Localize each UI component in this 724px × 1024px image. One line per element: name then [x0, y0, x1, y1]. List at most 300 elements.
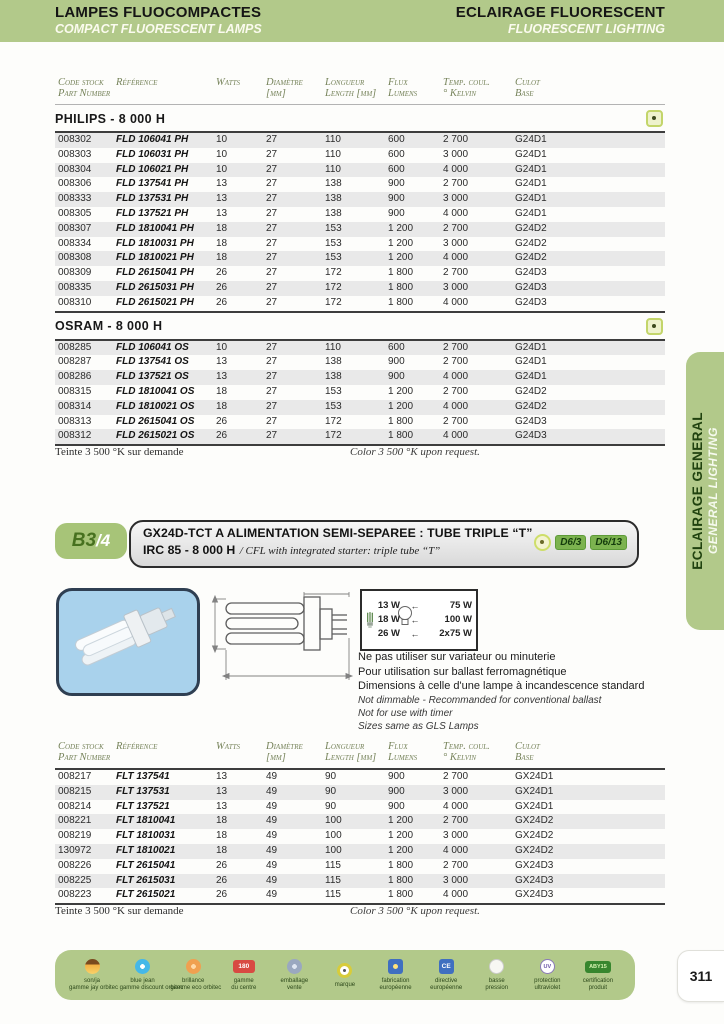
data-cell: G24D1	[515, 356, 547, 368]
equivalence-row	[374, 613, 472, 627]
data-cell: 110	[325, 341, 341, 353]
banner-cfl-note: / CFL with integrated starter: triple tube “T”	[239, 545, 441, 557]
product-photo	[56, 588, 200, 696]
notes-french	[358, 650, 670, 694]
table-row	[55, 281, 665, 296]
legend-item	[271, 958, 317, 992]
badge-red-icon: 180	[233, 960, 255, 973]
data-cell: 110	[325, 163, 341, 175]
data-cell: 130972	[58, 844, 92, 856]
data-cell: 008307	[58, 222, 92, 234]
data-cell: 600	[388, 341, 405, 353]
legend-caption: gamme du centre	[231, 978, 257, 991]
data-cell: 13	[216, 371, 228, 383]
data-cell: 10	[216, 341, 228, 353]
data-cell: 153	[325, 400, 342, 412]
data-cell: G24D2	[515, 222, 547, 234]
data-cell: 18	[216, 252, 228, 264]
data-cell: 2 700	[443, 222, 469, 234]
data-cell: 008315	[58, 385, 92, 397]
data-cell: 008226	[58, 859, 92, 871]
reference-cell: FLT 2615021	[116, 889, 176, 901]
table-row	[55, 874, 665, 889]
data-cell: 26	[216, 874, 228, 886]
data-cell: 18	[216, 237, 228, 249]
data-cell: 4 000	[443, 800, 469, 812]
reference-cell: FLD 2615021 OS	[116, 430, 195, 442]
data-cell: 1 800	[388, 267, 414, 279]
column-header: Référence	[116, 741, 158, 752]
data-cell: 2 700	[443, 415, 469, 427]
cfl-mini-icon	[366, 605, 374, 635]
d-tag: D6/13	[590, 535, 627, 550]
arrow-left-icon: ←	[410, 629, 420, 639]
table-row	[55, 400, 665, 415]
table-row	[55, 132, 665, 148]
data-cell: 1 800	[388, 874, 414, 886]
data-cell: 4 000	[443, 296, 469, 308]
table-header	[55, 74, 665, 105]
data-cell: 27	[266, 207, 278, 219]
data-cell: 008287	[58, 356, 92, 368]
legend-caption: brillance gamme eco orbitec	[170, 978, 222, 991]
data-cell: G24D3	[515, 415, 547, 427]
data-cell: 26	[216, 281, 228, 293]
column-header-row	[55, 74, 665, 105]
arrow-left-icon: ←	[410, 615, 420, 625]
data-cell: 26	[216, 267, 228, 279]
column-header: Code stock Part Number	[58, 741, 111, 763]
reference-cell: FLD 1810041 PH	[116, 222, 194, 234]
data-cell: 1 200	[388, 222, 414, 234]
reference-cell: FLD 1810041 OS	[116, 385, 195, 397]
data-cell: 13	[216, 800, 228, 812]
data-cell: 26	[216, 415, 228, 427]
reference-cell: FLD 1810021 PH	[116, 252, 194, 264]
data-cell: 18	[216, 815, 228, 827]
uv-icon: UV	[540, 959, 555, 974]
data-cell: 1 200	[388, 815, 414, 827]
gls-watt: 75 W	[449, 600, 472, 611]
data-cell: 27	[266, 148, 278, 160]
data-cell: 4 000	[443, 163, 469, 175]
reference-cell: FLD 106041 OS	[116, 341, 189, 353]
data-cell: 138	[325, 178, 342, 190]
data-cell: 138	[325, 356, 342, 368]
reference-cell: FLT 137531	[116, 785, 170, 797]
badge-sub: /4	[96, 531, 111, 550]
data-cell: GX24D1	[515, 771, 554, 782]
reference-cell: FLT 2615031	[116, 874, 176, 886]
data-cell: GX24D2	[515, 844, 554, 856]
legend-item	[423, 958, 469, 992]
data-cell: 90	[325, 771, 337, 782]
data-cell: 100	[325, 815, 342, 827]
reference-cell: FLT 1810031	[116, 830, 176, 842]
equivalence-rows	[374, 599, 472, 641]
data-cell: 49	[266, 889, 278, 901]
data-cell: G24D1	[515, 207, 547, 219]
table-row	[55, 192, 665, 207]
column-header: Longueur Length [mm]	[325, 741, 377, 763]
data-cell: 115	[325, 859, 341, 871]
data-cell: 2 700	[443, 385, 469, 397]
osram-rows	[55, 340, 665, 446]
cfl-lamp-photo-illustration	[59, 591, 191, 687]
table-row	[55, 370, 665, 385]
reference-cell: FLD 2615041 OS	[116, 415, 195, 427]
reference-cell: FLT 1810041	[116, 815, 176, 827]
data-cell: 27	[266, 371, 278, 383]
table-row	[55, 829, 665, 844]
data-cell: 49	[266, 815, 278, 827]
data-cell: G24D3	[515, 281, 547, 293]
usage-notes	[358, 650, 670, 733]
data-cell: 13	[216, 785, 228, 797]
header-left	[55, 4, 262, 36]
data-cell: 1 200	[388, 844, 414, 856]
table-row	[55, 415, 665, 430]
data-cell: 27	[266, 400, 278, 412]
legend-caption: directive européenne	[430, 978, 463, 991]
ring-icon	[337, 963, 352, 978]
column-header: Culot Base	[515, 77, 540, 99]
reference-cell: FLD 137541 PH	[116, 178, 189, 190]
data-cell: 4 000	[443, 889, 469, 901]
data-cell: 110	[325, 148, 341, 160]
reference-cell: FLD 1810031 PH	[116, 237, 194, 249]
data-cell: 10	[216, 163, 228, 175]
data-cell: 27	[266, 134, 278, 145]
table-row	[55, 769, 665, 785]
chapter-title: ECLAIRAGE GENERAL	[690, 412, 705, 570]
data-cell: G24D1	[515, 371, 547, 383]
table-row	[55, 148, 665, 163]
reference-cell: FLD 137531 PH	[116, 193, 189, 205]
data-cell: 900	[388, 178, 405, 190]
data-cell: 1 200	[388, 385, 414, 397]
banner-tags	[534, 534, 627, 551]
data-cell: G24D2	[515, 237, 547, 249]
data-cell: 008334	[58, 237, 92, 249]
legend-caption: protection ultraviolet	[534, 978, 561, 991]
data-cell: 3 000	[443, 785, 469, 797]
data-cell: 18	[216, 830, 228, 842]
table-row	[55, 814, 665, 829]
data-cell: 3 000	[443, 830, 469, 842]
data-cell: G24D1	[515, 178, 547, 190]
reference-cell: FLD 137521 OS	[116, 371, 189, 383]
table-row	[55, 888, 665, 904]
data-cell: 13	[216, 356, 228, 368]
column-header: Longueur Length [mm]	[325, 77, 377, 99]
data-cell: 008310	[58, 296, 92, 308]
notes-english	[358, 694, 670, 733]
data-cell: 900	[388, 371, 405, 383]
data-cell: 2 700	[443, 134, 469, 145]
data-cell: 008305	[58, 207, 92, 219]
data-cell: G24D2	[515, 252, 547, 264]
data-cell: 008214	[58, 800, 92, 812]
legend-caption: fabrication européenne	[379, 978, 412, 991]
data-cell: 008223	[58, 889, 92, 901]
column-header: Code stock Part Number	[58, 77, 111, 99]
section-title: ECLAIRAGE FLUORESCENT	[455, 4, 665, 21]
data-cell: 4 000	[443, 844, 469, 856]
data-cell: 008221	[58, 815, 92, 827]
data-cell: 1 800	[388, 296, 414, 308]
page-subtitle: COMPACT FLUORESCENT LAMPS	[55, 22, 262, 36]
data-cell: 49	[266, 830, 278, 842]
table-row	[55, 251, 665, 266]
data-cell: 26	[216, 296, 228, 308]
data-cell: 138	[325, 207, 342, 219]
data-cell: 172	[325, 267, 342, 279]
table-row	[55, 266, 665, 281]
text-line: Not for use with timer	[358, 707, 453, 719]
sun-icon	[85, 959, 100, 974]
legend-bar	[55, 950, 635, 1000]
text-line: Pour utilisation sur ballast ferromagnétique	[358, 665, 567, 678]
data-cell: 600	[388, 148, 405, 160]
legend-item	[575, 958, 621, 992]
column-header: Temp. coul. ° Kelvin	[443, 77, 490, 99]
footnote-fr: Teinte 3 500 °K sur demande	[55, 905, 184, 917]
data-cell: 4 000	[443, 252, 469, 264]
data-cell: 2 700	[443, 859, 469, 871]
data-cell: 27	[266, 430, 278, 442]
table-row	[55, 429, 665, 445]
legend-caption: son/ja gamme jay orbitec	[69, 978, 119, 991]
chapter-tab	[686, 352, 724, 630]
reference-cell: FLD 106041 PH	[116, 134, 189, 145]
column-header: Diamètre [mm]	[266, 741, 303, 763]
reference-cell: FLT 137541	[116, 771, 170, 782]
table-row	[55, 340, 665, 356]
data-cell: 4 000	[443, 371, 469, 383]
data-cell: 13	[216, 193, 228, 205]
legend-item	[69, 958, 119, 992]
data-cell: 008309	[58, 267, 92, 279]
data-cell: G24D2	[515, 400, 547, 412]
data-cell: 008219	[58, 830, 92, 842]
data-cell: 27	[266, 252, 278, 264]
column-header: Culot Base	[515, 741, 540, 763]
footnote-en: Color 3 500 °K upon request.	[350, 446, 480, 458]
page-header-band	[0, 0, 724, 42]
data-cell: 008303	[58, 148, 92, 160]
data-cell: 008306	[58, 178, 92, 190]
legend-item	[119, 958, 184, 992]
data-cell: 3 000	[443, 193, 469, 205]
cfl-watt: 18 W	[377, 614, 400, 625]
data-cell: 138	[325, 193, 342, 205]
data-cell: 100	[325, 830, 342, 842]
column-header: Watts	[216, 741, 241, 752]
data-cell: 90	[325, 800, 337, 812]
data-cell: 900	[388, 785, 405, 797]
reference-cell: FLD 1810021 OS	[116, 400, 195, 412]
data-cell: 90	[325, 785, 337, 797]
table-row	[55, 222, 665, 237]
data-cell: 18	[216, 385, 228, 397]
data-cell: 26	[216, 430, 228, 442]
data-cell: 008333	[58, 193, 92, 205]
data-cell: 49	[266, 874, 278, 886]
data-cell: 49	[266, 771, 278, 782]
table-row	[55, 177, 665, 192]
data-cell: 172	[325, 281, 342, 293]
eco-icon	[186, 959, 201, 974]
eco-badge-icon	[646, 318, 663, 335]
table-row	[55, 785, 665, 800]
data-cell: GX24D2	[515, 830, 554, 842]
pack-icon	[287, 959, 302, 974]
legend-item	[170, 958, 222, 992]
text-line: Sizes same as GLS Lamps	[358, 720, 479, 732]
equivalence-row	[374, 599, 472, 613]
data-cell: 153	[325, 252, 342, 264]
data-cell: 008313	[58, 415, 92, 427]
reference-cell: FLT 1810021	[116, 844, 176, 856]
legend-item	[373, 958, 419, 992]
data-cell: GX24D3	[515, 859, 554, 871]
table1-footnote	[55, 446, 665, 458]
column-header: Watts	[216, 77, 241, 88]
data-cell: 008285	[58, 341, 92, 353]
data-cell: 008308	[58, 252, 92, 264]
wattage-equivalence-box	[360, 589, 478, 651]
data-cell: 115	[325, 874, 341, 886]
table-row	[55, 800, 665, 815]
data-cell: 900	[388, 356, 405, 368]
data-cell: 26	[216, 889, 228, 901]
gls-watt: 2x75 W	[439, 628, 472, 639]
page-title: LAMPES FLUOCOMPACTES	[55, 4, 262, 21]
data-cell: 008304	[58, 163, 92, 175]
data-cell: 13	[216, 771, 228, 782]
footnote-fr: Teinte 3 500 °K sur demande	[55, 446, 184, 458]
reference-cell: FLD 106021 PH	[116, 163, 189, 175]
header-right	[456, 4, 665, 36]
data-cell: 27	[266, 193, 278, 205]
data-cell: 26	[216, 859, 228, 871]
data-cell: 27	[266, 237, 278, 249]
data-cell: 27	[266, 222, 278, 234]
data-cell: G24D1	[515, 134, 547, 145]
table-row	[55, 237, 665, 252]
legend-item	[474, 958, 520, 992]
data-cell: 13	[216, 207, 228, 219]
reference-cell: FLD 2615021 PH	[116, 296, 194, 308]
column-header: Diamètre [mm]	[266, 77, 303, 99]
data-cell: 008312	[58, 430, 92, 442]
data-cell: 3 000	[443, 874, 469, 886]
product-banner	[129, 520, 639, 568]
data-cell: 138	[325, 371, 342, 383]
data-cell: 115	[325, 889, 341, 901]
data-cell: G24D1	[515, 341, 547, 353]
cfl-watt: 26 W	[377, 628, 400, 639]
data-cell: 153	[325, 222, 342, 234]
text-line: Ne pas utiliser sur variateur ou minuterie	[358, 651, 556, 663]
data-cell: G24D2	[515, 385, 547, 397]
data-cell: 900	[388, 193, 405, 205]
data-cell: 008302	[58, 134, 92, 145]
lamp-table-g24d	[55, 74, 665, 446]
section-header-osram	[55, 312, 665, 340]
reference-cell: FLD 137541 OS	[116, 356, 189, 368]
badge-green-icon: ABY15	[585, 961, 611, 973]
data-cell: 600	[388, 134, 405, 145]
data-cell: 49	[266, 844, 278, 856]
reference-cell: FLD 106031 PH	[116, 148, 189, 160]
data-cell: 172	[325, 296, 342, 308]
data-cell: 27	[266, 281, 278, 293]
text-line: Not dimmable - Recommanded for conventional ballast	[358, 694, 602, 706]
eco-badge-icon	[646, 110, 663, 127]
data-cell: 110	[325, 134, 341, 145]
data-cell: G24D3	[515, 296, 547, 308]
data-cell: 153	[325, 237, 342, 249]
data-cell: 008314	[58, 400, 92, 412]
data-cell: 1 200	[388, 237, 414, 249]
reference-cell: FLD 2615041 PH	[116, 267, 194, 279]
data-cell: GX24D3	[515, 889, 554, 901]
badge-main: B3	[71, 530, 97, 551]
gx24d-rows	[55, 769, 665, 904]
category-badge	[55, 523, 127, 559]
eco-circle-icon	[534, 534, 551, 551]
chapter-subtitle: GENERAL LIGHTING	[706, 427, 720, 555]
table-row	[55, 163, 665, 178]
data-cell: 153	[325, 385, 342, 397]
data-cell: 1 800	[388, 415, 414, 427]
d-tag: D6/3	[555, 535, 586, 550]
legend-caption: marque	[334, 981, 356, 988]
data-cell: 172	[325, 430, 342, 442]
data-cell: 4 000	[443, 207, 469, 219]
data-cell: 3 000	[443, 148, 469, 160]
sq-bulb-icon	[388, 959, 403, 974]
data-cell: 3 000	[443, 237, 469, 249]
data-cell: 49	[266, 800, 278, 812]
reference-cell: FLT 2615041	[116, 859, 176, 871]
data-cell: 4 000	[443, 430, 469, 442]
legend-caption: basse pression	[485, 978, 509, 991]
data-cell: 2 700	[443, 178, 469, 190]
banner-irc: IRC 85 - 8 000 H	[143, 543, 236, 557]
legend-caption: blue jean gamme discount orbitec	[119, 978, 184, 991]
data-cell: 2 700	[443, 341, 469, 353]
data-cell: 1 800	[388, 430, 414, 442]
data-cell: 27	[266, 415, 278, 427]
column-header: Temp. coul. ° Kelvin	[443, 741, 490, 763]
table2-footnote	[55, 905, 665, 917]
gls-watt: 100 W	[444, 614, 472, 625]
table-row	[55, 385, 665, 400]
legend-item	[221, 958, 267, 992]
data-cell: 27	[266, 163, 278, 175]
data-cell: 600	[388, 163, 405, 175]
data-cell: 100	[325, 844, 342, 856]
data-cell: G24D1	[515, 193, 547, 205]
data-cell: 27	[266, 356, 278, 368]
legend-item	[524, 958, 570, 992]
data-cell: 1 200	[388, 252, 414, 264]
data-cell: 900	[388, 771, 405, 782]
column-header: Flux Lumens	[388, 741, 418, 763]
